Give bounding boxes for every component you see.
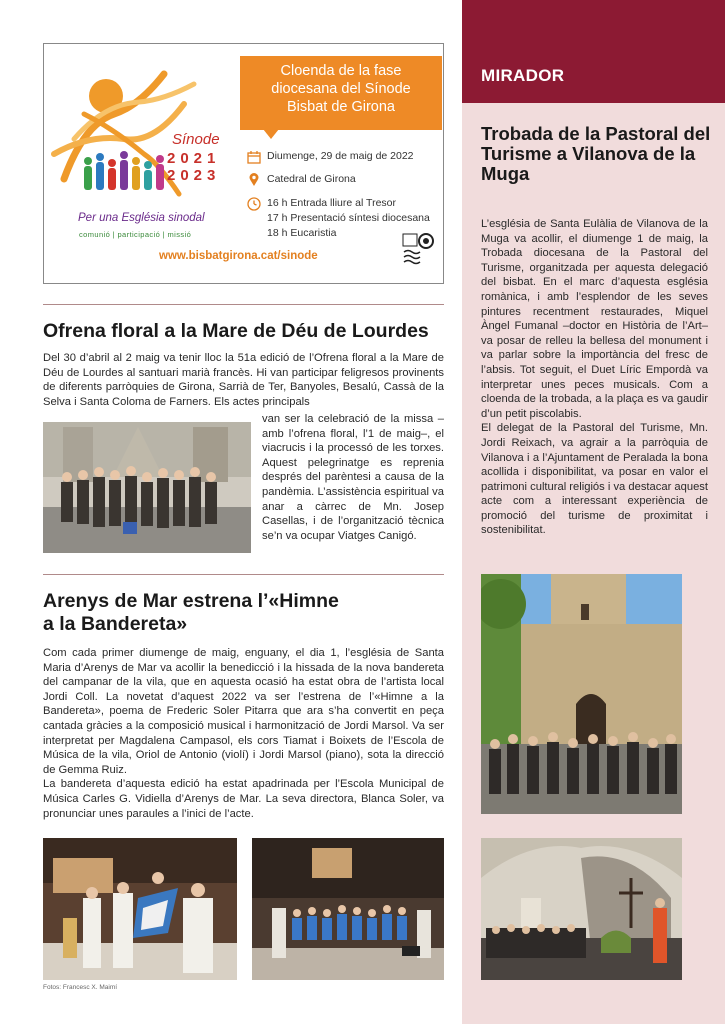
lourdes-group-photo — [43, 422, 251, 553]
bishopric-logo — [400, 230, 436, 266]
schedule-item — [267, 226, 336, 241]
article1-title: Ofrena floral a la Mare de Déu de Lourdes — [43, 320, 429, 342]
poster-url[interactable]: www.bisbatgirona.cat/sinode — [159, 250, 318, 262]
divider — [43, 304, 444, 305]
poster-date: Diumenge, 29 de maig de 2022 — [267, 150, 414, 162]
schedule-item — [267, 211, 430, 226]
article1-lead: Del 30 d’abril al 2 maig va tenir lloc la 51a edició de l’Ofrena floral a la Mare de Déu de Lourdes al santuari marià francès. Hi van participar feligresos provinents de diferents parròquies de Girona, Sarrià de Ter, Banyoles, Besalú, Cassà de la Selva i Santa Coloma de Farners. Els actes principals — [43, 352, 444, 408]
logo-year-end: 2023 — [167, 167, 221, 184]
poster-headline — [240, 56, 442, 130]
logo-word: Sínode — [172, 131, 220, 148]
schedule-text: Eucaristia — [290, 227, 337, 239]
logo-years — [167, 150, 220, 184]
schedule-text: Entrada lliure al Tresor — [290, 197, 396, 209]
mirador-section-label: MIRADOR — [481, 66, 565, 85]
article2-title-line1: Arenys de Mar estrena l’«Himne — [43, 590, 339, 612]
logo-motto-sub: comunió | participació | missió — [79, 230, 192, 239]
divider — [43, 574, 444, 575]
church-interior-photo — [481, 838, 682, 980]
schedule-hour: 18 h — [267, 227, 288, 239]
romanesque-church-photo — [481, 574, 682, 814]
schedule-text: Presentació síntesi diocesana — [290, 212, 430, 224]
mirador-column — [462, 0, 725, 1024]
calendar-icon — [247, 151, 261, 164]
poster-speech-tail — [263, 129, 279, 139]
article2-title — [43, 590, 339, 636]
synod-logo-graphic — [44, 44, 234, 214]
poster-headline-line2: diocesana del Sínode — [271, 81, 411, 97]
article2-paragraph: Com cada primer diumenge de maig, enguany, el dia 1, l’església de Santa Maria d’Arenys de Mar va acollir la benedicció i la hissada de la nova bandereta del campanar de la vila, que en aquesta ocasió ha estat obra de l’artista local Jordi Coll. La novetat d’aquest 2022 va ser l’estrena de l’«Himne a la Bandereta», poema de Frederic Soler Pitarra que ara s’ha convertit en peça cantada gràcies a la composició musical i harmonització de Jordi Marsol. Va ser interpretat per Magdalena Campasol, els cors Tiamat i Boixets de l’Escola de Música de la vila, Oriol de Antonio (violí) i Jordi Marsol (piano), sota la direcció de Gemma Ruiz. — [43, 647, 444, 776]
blessing-ceremony-photo — [43, 838, 237, 980]
photo-credit: Fotos: Francesc X. Maimí — [43, 984, 118, 991]
mirador-body — [481, 217, 708, 538]
choir-concert-photo — [252, 838, 444, 980]
location-pin-icon — [249, 173, 259, 187]
clock-icon — [247, 197, 261, 211]
poster-place: Catedral de Girona — [267, 173, 356, 185]
schedule-item — [267, 196, 396, 211]
article2-body — [43, 646, 444, 821]
synod-poster — [43, 43, 444, 284]
mirador-paragraph: El delegat de la Pastoral del Turisme, Mn. Jordi Reixach, va agrair a la parròquia de Vilanova i a l’Ajuntament de Peralada la bona acollida i disponibilitat, va posar en valor el patrimoni cultural religiós i va destacar aquest acte com a interessant experiència de promoció del turisme de proximitat i sostenibilitat. — [481, 422, 708, 537]
mirador-paragraph: L’església de Santa Eulàlia de Vilanova de la Muga va acollir, el diumenge 1 de maig, la Trobada diocesana de la Pastoral del Turisme, organitzada per aquesta delegació del bisbat. En el marc d’aquesta església romànica, i amb l’esplendor de les seves pintures recentment restaurades, Miquel Àngel Fumanal –doctor en Història de l’Art– va posar de relleu la bellesa del monument i va parlar sobre la importància del fresc de l’absis. Tot seguit, el Duet Líric Empordà va interpretar unes peces musicals. Com a cloenda de la trobada, a la plaça es va gaudir d’un petit piscolabis. — [481, 218, 708, 420]
article2-paragraph: La bandereta d’aquesta edició ha estat apadrinada per l’Escola Municipal de Música Carles G. Vidiella d’Arenys de Mar. La seva directora, Blanca Soler, va pronunciar unes paraules a l’inici de l’acte. — [43, 778, 444, 820]
logo-motto: Per una Església sinodal — [78, 212, 205, 224]
mirador-title: Trobada de la Pastoral del Turisme a Vilanova de la Muga — [481, 123, 711, 184]
article2-title-line2: a la Bandereta» — [43, 613, 188, 635]
poster-headline-line1: Cloenda de la fase — [280, 63, 402, 79]
schedule-hour: 16 h — [267, 197, 288, 209]
logo-year-start: 2021 — [167, 150, 221, 167]
schedule-hour: 17 h — [267, 212, 288, 224]
article1-side-text: van ser la celebració de la missa –amb l’ofrena floral, l’1 de maig–, el viacrucis i la processó de les torxes. Aquest pelegrinatge es reprenia després del parèntesi a causa de la pandèmia. L’assistència espiritual va anar a càrrec de Mn. Josep Casellas, i de l’organització tècnica se’n va ocupar Viatges Canigó. — [262, 413, 444, 542]
poster-headline-line3: Bisbat de Girona — [286, 99, 395, 115]
mirador-header-bar — [462, 0, 725, 103]
